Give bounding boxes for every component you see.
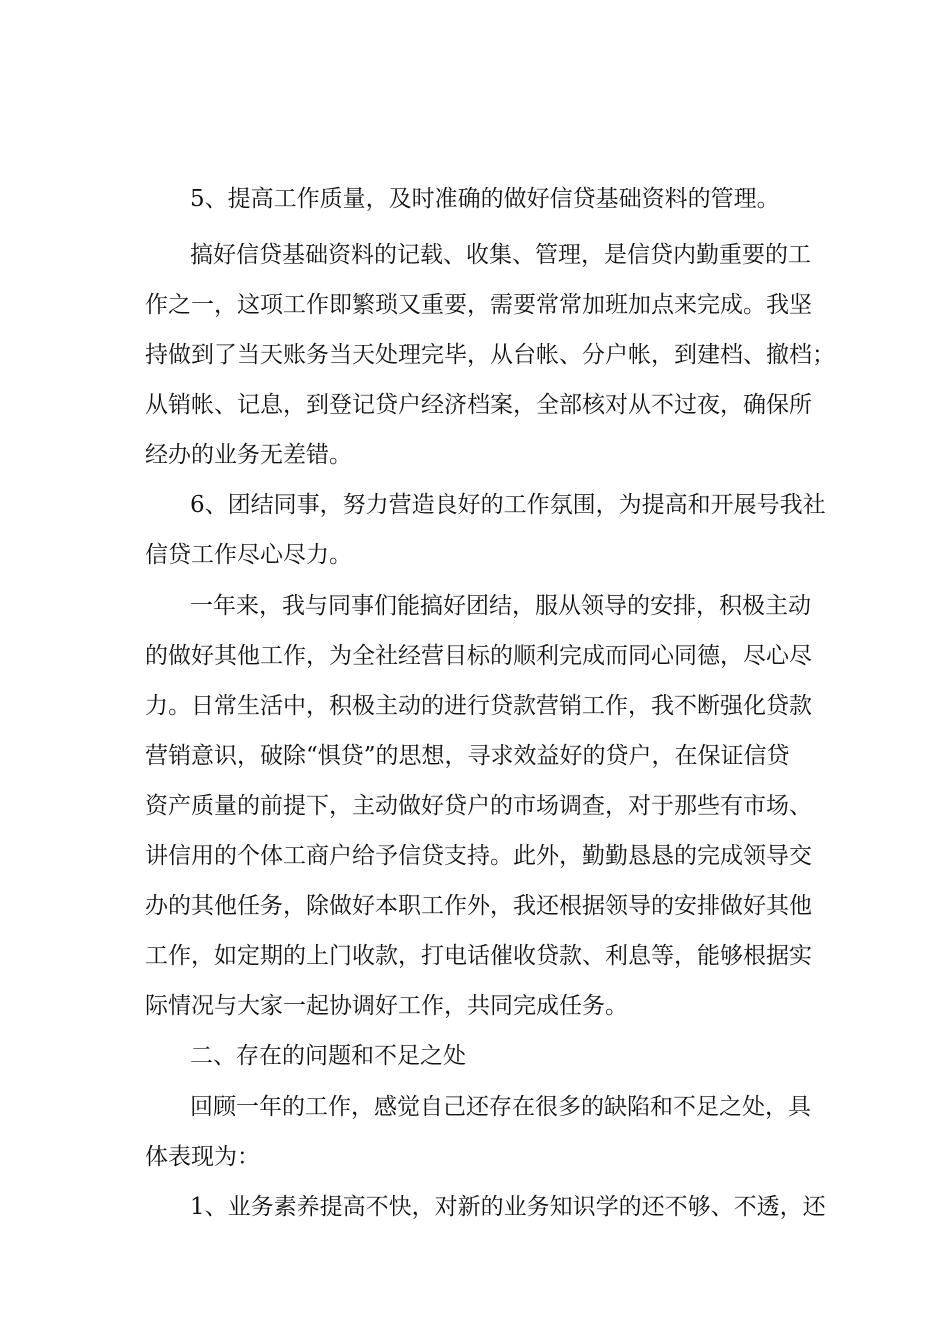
paragraph-5-body-line: 从销帐、记息，到登记贷户经济档案，全部核对从不过夜，确保所 (145, 392, 812, 418)
paragraph-6-heading-line: 信贷工作尽心尽力。 (145, 542, 352, 568)
paragraph-6-body-line: 工作，如定期的上门收款，打电话催收贷款、利息等，能够根据实 (145, 943, 812, 969)
paragraph-5-body-line: 搞好信贷基础资料的记载、收集、管理，是信贷内勤重要的工 (190, 242, 811, 268)
paragraph-6-body-line: 际情况与大家一起协调好工作，共同完成任务。 (145, 993, 628, 1019)
paragraph-6-body-line: 一年来，我与同事们能搞好团结，服从领导的安排，积极主动 (190, 593, 811, 619)
paragraph-6-body-line: 讲信用的个体工商户给予信贷支持。此外，勤勤恳恳的完成领导交 (145, 843, 812, 869)
paragraph-6-body-line: 营销意识，破除“惧贷”的思想，寻求效益好的贷户，在保证信贷 (145, 743, 790, 769)
section-2-heading: 二、存在的问题和不足之处 (190, 1043, 466, 1069)
paragraph-6-body-line: 的做好其他工作，为全社经营目标的顺利完成而同心同德，尽心尽 (145, 643, 812, 669)
paragraph-5-body-line: 作之一，这项工作即繁琐又重要，需要常常加班加点来完成。我坚 (145, 292, 812, 318)
paragraph-5-body-line: 经办的业务无差错。 (145, 442, 352, 468)
paragraph-6-body-line: 力。日常生活中，积极主动的进行贷款营销工作，我不断强化贷款 (145, 693, 812, 719)
section-2-intro-line: 回顾一年的工作，感觉自己还存在很多的缺陷和不足之处，具 (190, 1094, 811, 1120)
paragraph-6-body-line: 办的其他任务，除做好本职工作外，我还根据领导的安排做好其他 (145, 893, 812, 919)
paragraph-5-body-line: 持做到了当天账务当天处理完毕，从台帐、分户帐，到建档、撤档； (145, 342, 835, 368)
paragraph-6-body-line: 资产质量的前提下，主动做好贷户的市场调查，对于那些有市场、 (145, 793, 812, 819)
section-2-intro-line: 体表现为： (145, 1144, 260, 1170)
section-2-item-1-line: 1、业务素养提高不快，对新的业务知识学的还不够、不透，还 (190, 1194, 826, 1220)
paragraph-5-heading: 5、提高工作质量，及时准确的做好信贷基础资料的管理。 (190, 186, 780, 212)
paragraph-6-heading-line: 6、团结同事，努力营造良好的工作氛围，为提高和开展号我社 (190, 492, 826, 518)
